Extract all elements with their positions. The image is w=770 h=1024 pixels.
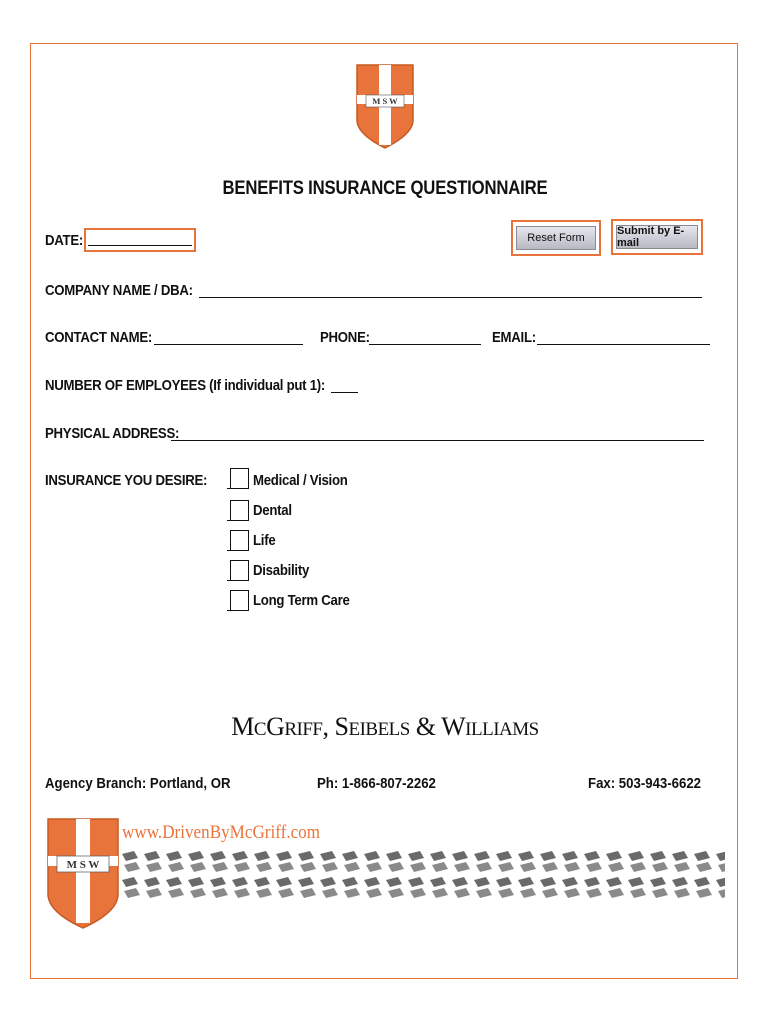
address-label: PHYSICAL ADDRESS: bbox=[45, 425, 180, 442]
company-field[interactable] bbox=[199, 297, 702, 298]
website-link[interactable]: www.DrivenByMcGriff.com bbox=[122, 822, 321, 843]
option-long-term-care: Long Term Care bbox=[253, 592, 350, 609]
submit-email-button-frame bbox=[611, 219, 703, 255]
date-field[interactable] bbox=[84, 228, 196, 252]
company-riff: RIFF bbox=[284, 719, 323, 740]
footer-phone: Ph: 1-866-807-2262 bbox=[317, 775, 436, 792]
company-c: C bbox=[253, 719, 267, 740]
employees-field[interactable] bbox=[331, 392, 358, 393]
disability-checkbox[interactable] bbox=[230, 560, 249, 581]
checkbox-tick bbox=[227, 580, 230, 581]
email-field[interactable] bbox=[537, 344, 710, 345]
company-g: G bbox=[266, 712, 285, 741]
logo-text: M S W bbox=[372, 96, 398, 106]
agency-branch: Agency Branch: Portland, OR bbox=[45, 775, 231, 792]
checkbox-tick bbox=[227, 520, 230, 521]
checkbox-tick bbox=[227, 610, 230, 611]
form-title: BENEFITS INSURANCE QUESTIONNAIRE bbox=[222, 178, 548, 199]
option-medical-vision: Medical / Vision bbox=[253, 472, 348, 489]
logo-text: M S W bbox=[66, 859, 100, 871]
footer-fax: Fax: 503-943-6622 bbox=[588, 775, 702, 792]
date-label: DATE: bbox=[45, 232, 84, 249]
reset-form-button[interactable]: Reset Form bbox=[516, 226, 596, 250]
tire-tread-graphic bbox=[120, 850, 725, 902]
phone-field[interactable] bbox=[369, 344, 481, 345]
long-term-care-checkbox[interactable] bbox=[230, 590, 249, 611]
company-w: W bbox=[441, 712, 466, 741]
company-s: S bbox=[334, 712, 349, 741]
company-illiams: ILLIAMS bbox=[465, 719, 539, 740]
phone-label: PHONE: bbox=[320, 329, 370, 346]
contact-field[interactable] bbox=[154, 344, 303, 345]
company-name-heading bbox=[0, 712, 770, 742]
submit-email-button[interactable]: Submit by E-mail bbox=[616, 225, 698, 249]
life-checkbox[interactable] bbox=[230, 530, 249, 551]
company-eibels: EIBELS bbox=[348, 719, 410, 740]
employees-label: NUMBER OF EMPLOYEES (If individual put 1): bbox=[45, 377, 326, 394]
msw-shield-logo-bottom bbox=[45, 816, 121, 930]
company-m: M bbox=[231, 712, 254, 741]
insurance-label: INSURANCE YOU DESIRE: bbox=[45, 472, 208, 489]
date-underline bbox=[88, 245, 192, 246]
checkbox-tick bbox=[227, 550, 230, 551]
dental-checkbox[interactable] bbox=[230, 500, 249, 521]
contact-label: CONTACT NAME: bbox=[45, 329, 153, 346]
medical-vision-checkbox[interactable] bbox=[230, 468, 249, 489]
reset-form-button-frame bbox=[511, 220, 601, 256]
company-comma: , bbox=[322, 712, 329, 741]
option-dental: Dental bbox=[253, 502, 292, 519]
email-label: EMAIL: bbox=[492, 329, 536, 346]
company-label: COMPANY NAME / DBA: bbox=[45, 282, 193, 299]
option-disability: Disability bbox=[253, 562, 310, 579]
option-life: Life bbox=[253, 532, 276, 549]
company-amp: & bbox=[409, 712, 442, 741]
address-field[interactable] bbox=[171, 440, 704, 441]
checkbox-tick bbox=[227, 488, 230, 489]
msw-shield-logo-top bbox=[354, 62, 416, 150]
